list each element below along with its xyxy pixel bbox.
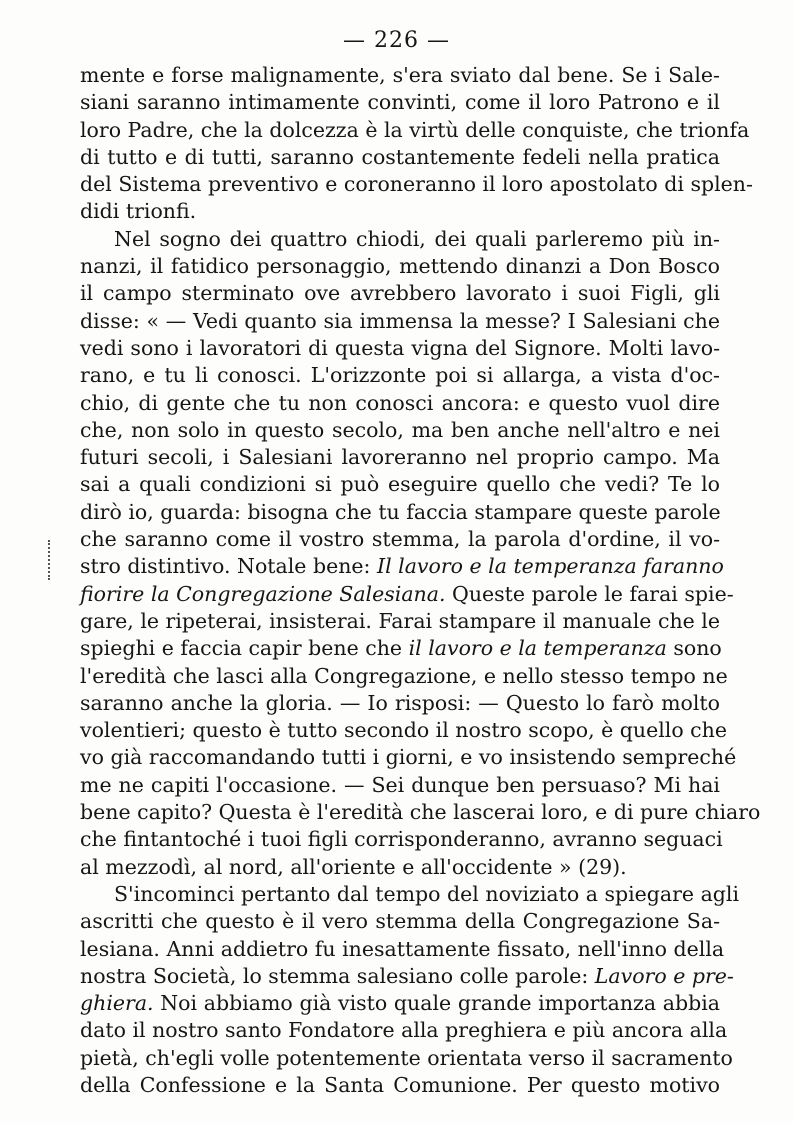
- text-line: il campo sterminato ove avrebbero lavorato i suoi Figli, gli: [80, 281, 720, 306]
- text-line: S'incominci pertanto dal tempo del noviziato a spiegare agli: [114, 881, 740, 906]
- text-span: sono: [666, 636, 722, 661]
- text-line: [80, 963, 734, 990]
- italic-text: ghiera.: [80, 991, 154, 1016]
- text-line: che fintantoché i tuoi figli corrisponderanno, avranno seguaci: [80, 827, 723, 852]
- text-line: didi trionfi.: [80, 199, 197, 224]
- margin-mark: [48, 540, 60, 580]
- page-number: — 226 —: [343, 28, 450, 53]
- text-span: spieghi e faccia capir bene che: [80, 636, 409, 661]
- italic-text: fiorire la Congregazione Salesiana.: [80, 581, 446, 606]
- text-line: del Sistema preventivo e coroneranno il loro apostolato di splen-: [80, 172, 753, 197]
- text-line: l'eredità che lasci alla Congregazione, e nello stesso tempo ne: [80, 663, 728, 688]
- text-line: vo già raccomandando tutti i giorni, e vo insistendo sempreché: [80, 745, 737, 770]
- text-line: [80, 581, 734, 608]
- text-line: Nel sogno dei quattro chiodi, dei quali parleremo più in-: [114, 226, 720, 251]
- text-line: al mezzodì, al nord, all'oriente e all'occidente » (29).: [80, 854, 627, 879]
- text-line: lesiana. Anni addietro fu inesattamente fissato, nell'inno della: [80, 936, 725, 961]
- text-line: di tutto e di tutti, saranno costantemente fedeli nella pratica: [80, 144, 720, 169]
- text-line: pietà, ch'egli volle potentemente orientata verso il sacramento: [80, 1045, 733, 1070]
- text-line: me ne capiti l'occasione. — Sei dunque ben persuaso? Mi hai: [80, 772, 720, 797]
- text-line: bene capito? Questa è l'eredità che lascerai loro, e di pure chiaro: [80, 800, 761, 825]
- text-line: disse: « — Vedi quanto sia immensa la messe? I Salesiani che: [80, 308, 720, 333]
- text-line: [80, 635, 720, 662]
- text-line: [80, 990, 720, 1017]
- text-line: [80, 553, 724, 580]
- text-line: futuri secoli, i Salesiani lavoreranno nel proprio campo. Ma: [80, 445, 720, 470]
- text-line: nanzi, il fatidico personaggio, mettendo dinanzi a Don Bosco: [80, 254, 720, 279]
- text-line: sai a quali condizioni si può eseguire quello che vedi? Te lo: [80, 472, 720, 497]
- text-line: che, non solo in questo secolo, ma ben anche nell'altro e nei: [80, 417, 720, 442]
- text-span: nostra Società, lo stemma salesiano colle parole:: [80, 963, 595, 988]
- text-span: Noi abbiamo già visto quale grande importanza abbia: [153, 991, 720, 1016]
- text-line: ascritti che questo è il vero stemma della Congregazione Sa-: [80, 909, 720, 934]
- text-line: chio, di gente che tu non conosci ancora: e questo vuol dire: [80, 390, 720, 415]
- text-line: volentieri; questo è tutto secondo il nostro scopo, è quello che: [80, 718, 728, 743]
- italic-text: Lavoro e pre-: [594, 963, 734, 988]
- text-line: loro Padre, che la dolcezza è la virtù delle conquiste, che trionfa: [80, 117, 750, 142]
- body-text: [80, 62, 761, 1099]
- text-line: che saranno come il vostro stemma, la parola d'ordine, il vo-: [80, 527, 720, 552]
- italic-text: il lavoro e la temperanza: [408, 636, 667, 661]
- text-line: della Confessione e la Santa Comunione. Per questo motivo: [80, 1072, 720, 1097]
- text-line: dato il nostro santo Fondatore alla preghiera e più ancora alla: [80, 1018, 728, 1043]
- text-line: saranno anche la gloria. — Io risposi: — Questo lo farò molto: [80, 690, 720, 715]
- text-line: mente e forse malignamente, s'era sviato dal bene. Se i Sale-: [80, 63, 720, 87]
- text-span: stro distintivo. Notale bene:: [80, 554, 377, 579]
- text-span: Queste parole le farai spie-: [445, 581, 734, 606]
- italic-text: Il lavoro e la temperanza faranno: [376, 554, 724, 579]
- text-line: vedi sono i lavoratori di questa vigna del Signore. Molti lavo-: [80, 335, 720, 360]
- text-line: rano, e tu li conosci. L'orizzonte poi si allarga, a vista d'oc-: [80, 363, 720, 388]
- text-line: gare, le ripeterai, insisterai. Farai stampare il manuale che le: [80, 608, 720, 633]
- text-line: dirò io, guarda: bisogna che tu faccia stampare queste parole: [80, 499, 721, 524]
- text-line: siani saranno intimamente convinti, come il loro Patrono e il: [80, 90, 720, 115]
